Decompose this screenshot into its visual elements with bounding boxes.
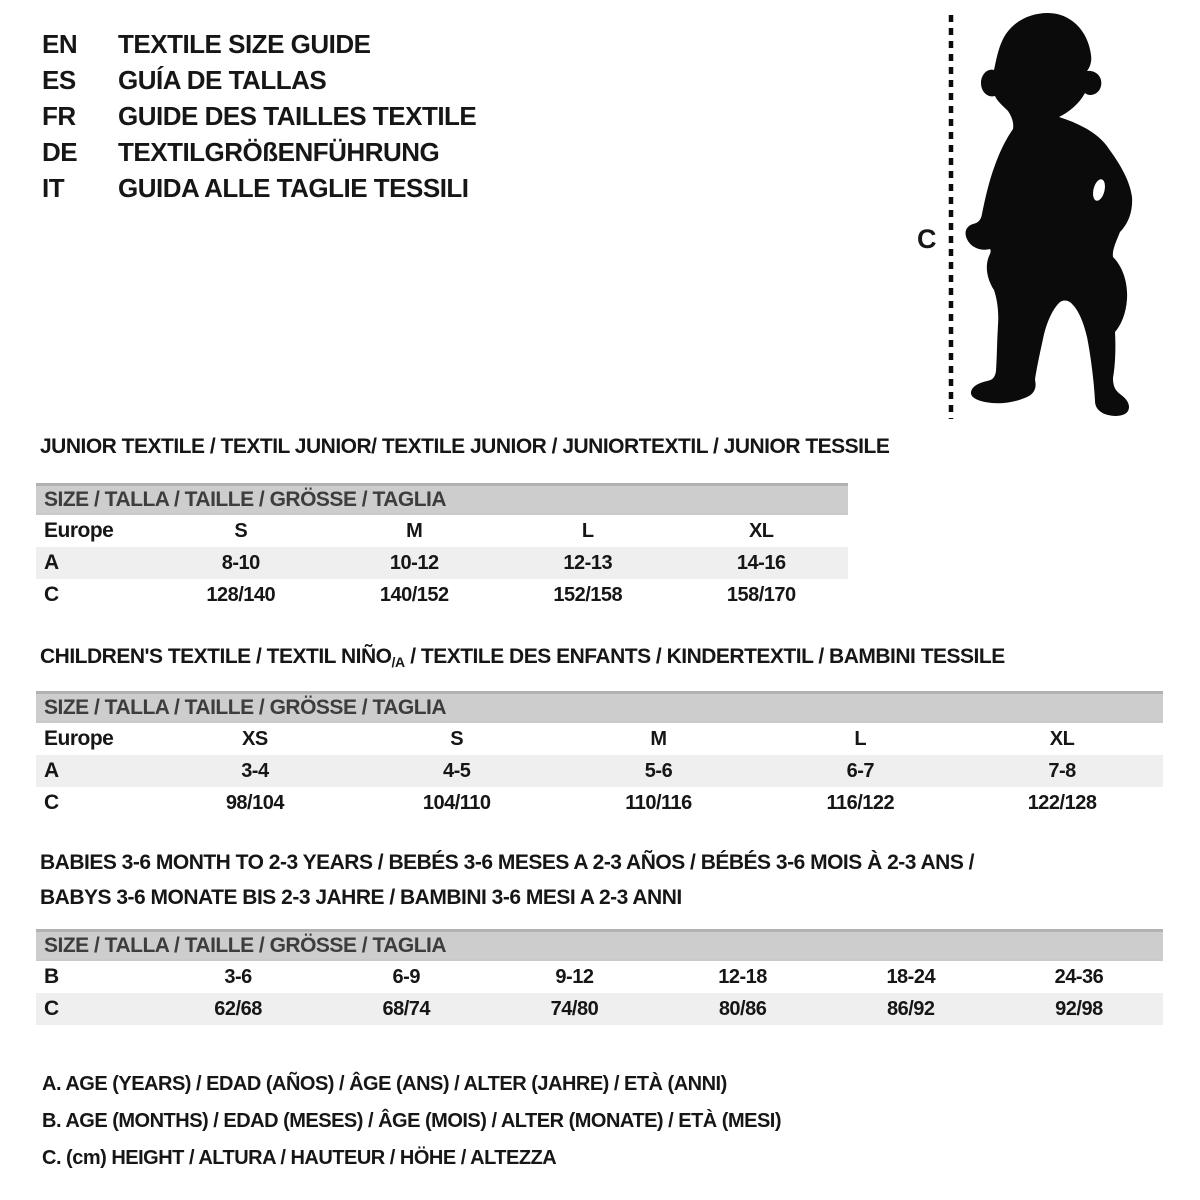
table-cell: 9-12 [555,965,594,988]
language-code: ES [42,64,76,95]
table-row-height [36,787,1163,819]
section-junior-textile [36,432,890,614]
table-cell: 116/122 [826,791,895,814]
language-row-es [42,62,476,98]
table-cell: 5-6 [644,759,673,782]
table-cell: 158/170 [726,583,796,606]
table-row-height [36,993,1163,1025]
table-row-months [36,961,1163,993]
table-cell: 24-36 [1054,965,1104,988]
column-header: XS [242,727,268,750]
language-row-en [42,26,476,62]
table-cell: 86/92 [886,997,935,1020]
toddler-figure [900,0,1200,430]
table-cell: 110/116 [625,791,692,814]
legend-line-c: C. (cm) HEIGHT / ALTURA / HAUTEUR / HÖHE / ALTEZZA [42,1147,557,1169]
row-label: B [44,965,59,988]
table-header-row [36,723,1163,755]
guide-title: GUÍA DE TALLAS [118,64,327,95]
table-cell: 92/98 [1055,997,1103,1020]
size-bar: SIZE / TALLA / TAILLE / GRÖSSE / TAGLIA [36,483,848,515]
guide-title: GUIDA ALLE TAGLIE TESSILI [118,172,469,203]
table-cell: 98/104 [225,791,284,814]
table-cell: 104/110 [422,791,491,814]
table-row-height [36,579,848,611]
babies-size-table [36,929,1163,1025]
size-bar: SIZE / TALLA / TAILLE / GRÖSSE / TAGLIA [36,929,1163,961]
table-cell: 18-24 [886,965,936,988]
legend-line-a: A. AGE (YEARS) / EDAD (AÑOS) / ÂGE (ANS) / ALTER (JAHRE) / ETÀ (ANNI) [42,1073,727,1095]
section-title: JUNIOR TEXTILE / TEXTIL JUNIOR/ TEXTILE JUNIOR / JUNIORTEXTIL / JUNIOR TESSILE [40,435,890,458]
table-cell: 12-18 [718,965,767,988]
column-header: L [581,519,594,542]
language-code: IT [42,172,65,203]
size-bar: SIZE / TALLA / TAILLE / GRÖSSE / TAGLIA [36,691,1163,723]
row-label: A [44,759,59,782]
table-row-age [36,547,848,579]
section-childrens-textile [36,640,1163,824]
language-code: EN [42,28,78,59]
column-header: XL [748,519,774,542]
column-header: S [234,519,248,542]
section-title-text: CHILDREN'S TEXTILE / TEXTIL NIÑO [40,645,392,668]
section-babies-textile [36,846,1163,1030]
guide-title: GUIDE DES TAILLES TEXTILE [118,100,477,131]
row-label: A [44,551,59,574]
measurement-legend [42,1066,781,1177]
column-header: S [450,727,464,750]
column-header: M [650,727,667,750]
column-header: Europe [44,519,114,542]
column-header: M [406,519,423,542]
section-title-line-2: BABYS 3-6 MONATE BIS 2-3 JAHRE / BAMBINI 3-6 MESI A 2-3 ANNI [40,886,682,909]
table-cell: 12-13 [563,551,613,574]
table-cell: 68/74 [382,997,431,1020]
toddler-silhouette-graphic [900,0,1200,430]
table-cell: 4-5 [442,759,471,782]
table-cell: 122/128 [1027,791,1097,814]
table-cell: 74/80 [550,997,599,1020]
junior-size-table [36,483,848,611]
row-label: C [44,791,59,814]
table-cell: 6-7 [846,759,874,782]
column-header: Europe [44,727,114,750]
table-cell: 10-12 [389,551,439,574]
row-label: C [44,583,59,606]
toddler-silhouette [966,13,1133,416]
table-cell: 7-8 [1048,759,1076,782]
section-title [40,645,1005,670]
language-code: DE [42,136,78,167]
section-title-text: / TEXTILE DES ENFANTS / KINDERTEXTIL / BAMBINI TESSILE [404,645,1005,668]
section-title-line-1: BABIES 3-6 MONTH TO 2-3 YEARS / BEBÉS 3-6 MESES A 2-3 AÑOS / BÉBÉS 3-6 MOIS À 2-3 ANS / [40,851,975,874]
table-row-age [36,755,1163,787]
guide-title: TEXTILGRÖßENFÜHRUNG [118,136,440,167]
section-title-subscript: /A [391,654,405,670]
language-code: FR [42,100,76,131]
row-label: C [44,997,59,1020]
column-header: XL [1049,727,1075,750]
table-cell: 80/86 [718,997,767,1020]
table-cell: 6-9 [392,965,420,988]
legend-line-b: B. AGE (MONTHS) / EDAD (MESES) / ÂGE (MOIS) / ALTER (MONATE) / ETÀ (MESI) [42,1110,782,1132]
guide-title: TEXTILE SIZE GUIDE [118,28,371,59]
table-cell: 152/158 [553,583,623,606]
table-cell: 62/68 [214,997,262,1020]
table-cell: 8-10 [221,551,260,574]
language-row-it [42,170,476,206]
table-cell: 3-6 [224,965,252,988]
table-header-row [36,515,848,547]
table-cell: 128/140 [206,583,276,606]
language-header [42,26,476,206]
children-size-table [36,691,1163,819]
table-cell: 3-4 [241,759,269,782]
language-row-fr [42,98,476,134]
column-header: L [854,727,867,750]
height-label: C [917,224,936,254]
table-cell: 14-16 [736,551,786,574]
table-cell: 140/152 [379,583,449,606]
language-row-de [42,134,476,170]
